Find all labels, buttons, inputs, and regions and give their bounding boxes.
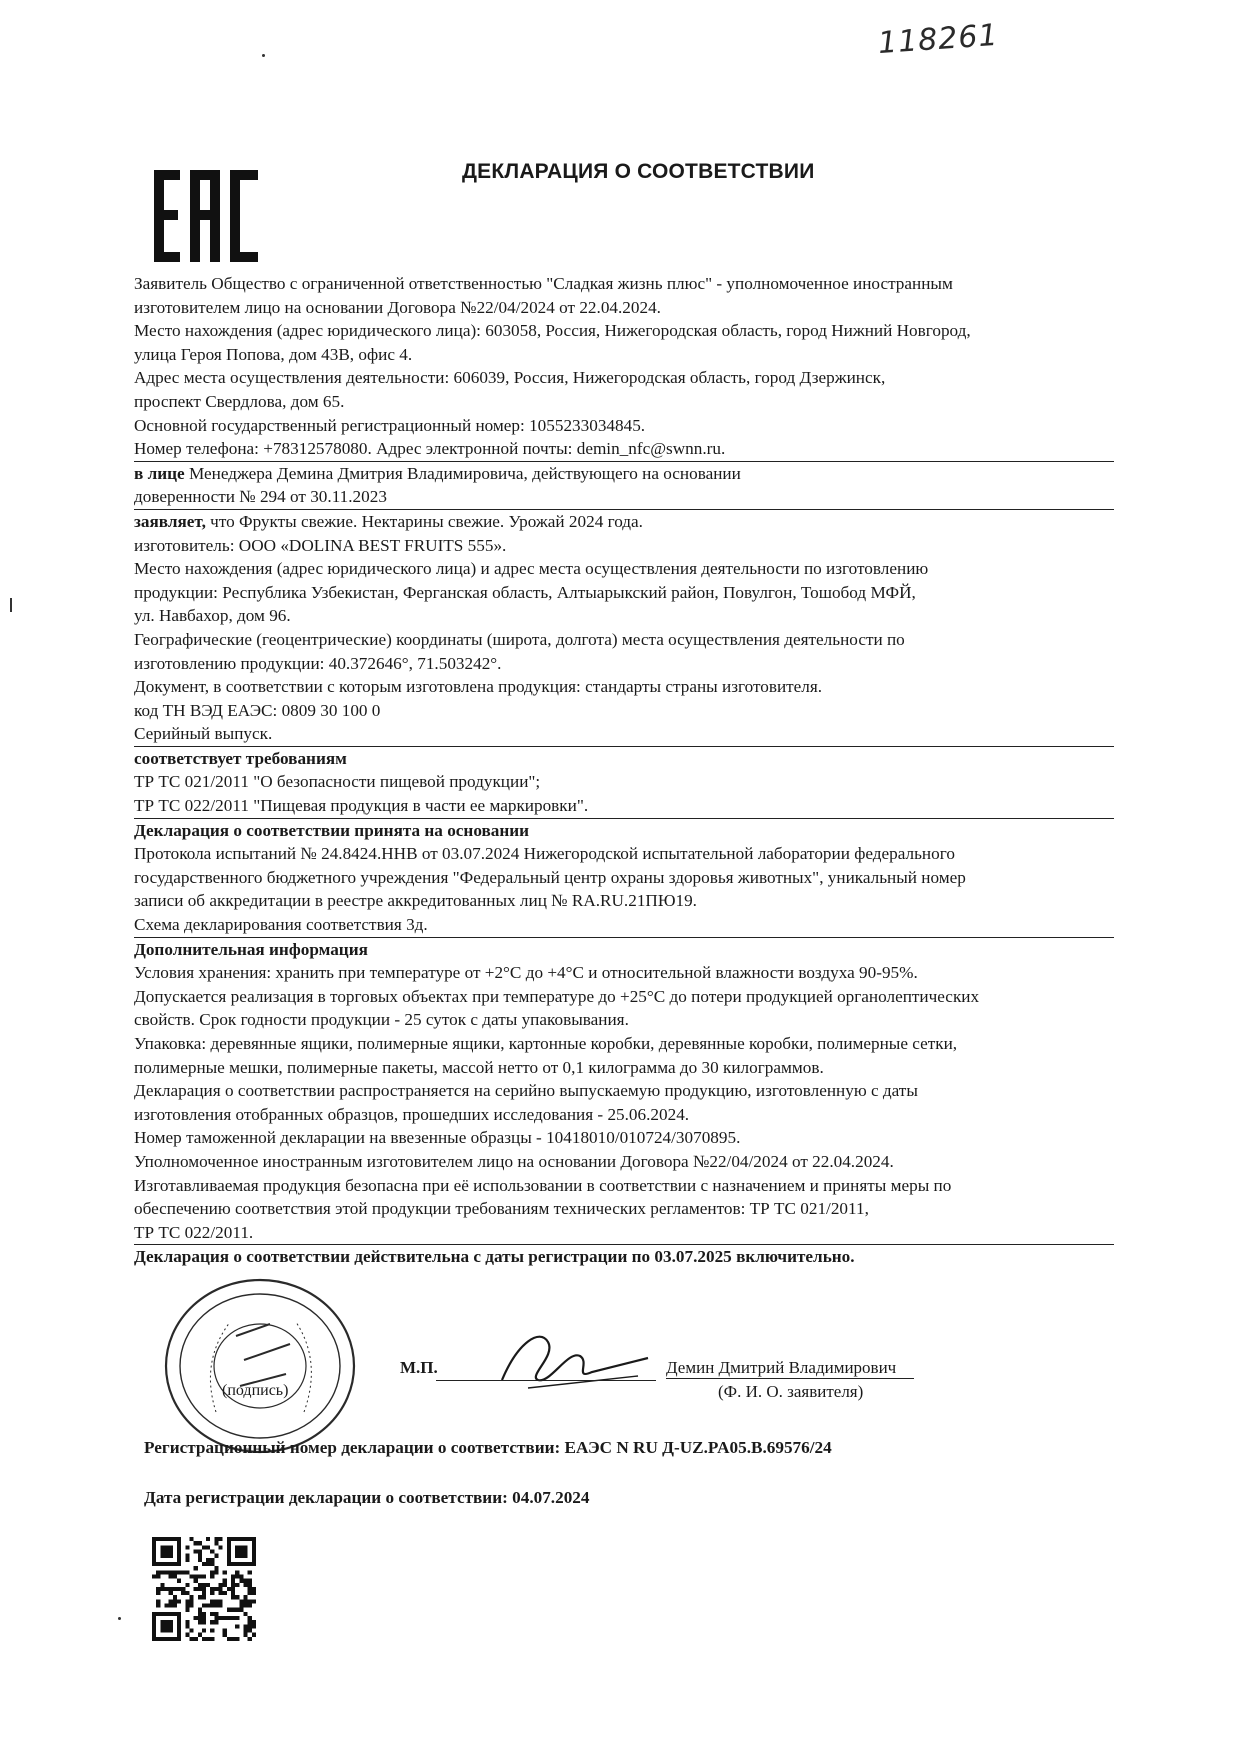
declaration-line: ул. Навбахор, дом 96. [134,606,291,626]
declaration-line: ТР ТС 021/2011 "О безопасности пищевой продукции"; [134,772,541,792]
scan-speck [262,54,265,57]
declaration-line: обеспечению соответствия этой продукции требованиям технических регламентов: ТР ТС 021/2011, [134,1199,869,1219]
declaration-line: изготовлению продукции: 40.372646°, 71.503242°. [134,653,502,673]
declaration-line: Адрес места осуществления деятельности: 606039, Россия, Нижегородская область, город Дзержинск, [134,368,886,388]
declaration-line: ТР ТС 022/2011. [134,1221,1114,1246]
declaration-line: полимерные мешки, полимерные пакеты, массой нетто от 0,1 килограмма до 30 килограммов. [134,1057,824,1077]
declaration-line: Номер таможенной декларации на ввезенные образцы - 10418010/010724/3070895. [134,1128,741,1148]
declaration-line: Схема декларирования соответствия 3д. [134,913,1114,938]
declaration-line: продукции: Республика Узбекистан, Ферганская область, Алтыарыкский район, Повулгон, Тошобод МФЙ, [134,582,916,602]
declaration-line: Упаковка: деревянные ящики, полимерные ящики, картонные коробки, деревянные коробки, полимерные сетки, [134,1034,958,1053]
declaration-line: улица Героя Попова, дом 43В, офис 4. [134,344,413,364]
signature-block [400,1358,960,1401]
declaration-line: Допускается реализация в торговых объектах при температуре до +25°С до потери продукцией органолептических [134,986,980,1006]
declaration-line: Документ, в соответствии с которым изготовлена продукция: стандарты страны изготовителя. [134,677,823,697]
declaration-line: изготовления отобранных образцов, прошедших исследования - 25.06.2024. [134,1104,690,1124]
declaration-line: соответствует требованиям [134,748,347,768]
declaration-line: Место нахождения (адрес юридического лица): 603058, Россия, Нижегородская область, город Нижний Новгород, [134,321,971,341]
registration-number: Регистрационный номер декларации о соответствии: ЕАЭС N RU Д-UZ.PA05.B.69576/24 [144,1438,832,1457]
declaration-line: Серийный выпуск. [134,722,1114,747]
declaration-line: Уполномоченное иностранным изготовителем лицо на основании Договора №22/04/2024 от 22.04.2024. [134,1151,894,1171]
declaration-line: свойств. Срок годности продукции - 25 суток с даты упаковывания. [134,1010,629,1030]
declaration-line: доверенности № 294 от 30.11.2023 [134,485,1114,510]
qr-code [152,1536,256,1642]
registration-date: Дата регистрации декларации о соответствии: 04.07.2024 [144,1488,590,1507]
declaration-line: изготовитель: ООО «DOLINA BEST FRUITS 555». [134,535,507,555]
declaration-line: изготовителем лицо на основании Договора №22/04/2024 от 22.04.2024. [134,297,661,317]
declaration-line: государственного бюджетного учреждения "Федеральный центр охраны здоровья животных", уникальный номер [134,867,966,887]
declaration-line: Условия хранения: хранить при температуре от +2°С до +4°С и относительной влажности воздуха 90-95%. [134,963,918,983]
declaration-line: Декларация о соответствии принята на основании [134,820,530,840]
declaration-line: код ТН ВЭД ЕАЭС: 0809 30 100 0 [134,700,381,720]
declaration-line: Декларация о соответствии действительна с даты регистрации по 03.07.2025 включительно. [134,1247,855,1267]
signature-line [436,1380,656,1381]
handwritten-document-number: 118261 [876,17,1000,62]
declaration-line: Изготавливаемая продукция безопасна при её использовании в соответствии с назначением и приняты меры по [134,1175,952,1195]
declaration-line: заявляет, что Фрукты свежие. Нектарины свежие. Урожай 2024 года. [134,511,643,531]
declaration-line: Номер телефона: +78312578080. Адрес электронной почты: demin_nfc@swnn.ru. [134,437,1114,462]
document-title: ДЕКЛАРАЦИЯ О СООТВЕТСТВИИ [462,160,815,183]
declaration-line: Протокола испытаний № 24.8424.ННВ от 03.07.2024 Нижегородской испытательной лаборатории федерального [134,844,955,864]
mp-label: М.П. [400,1358,438,1377]
eac-logo [152,168,260,264]
declaration-line: записи об аккредитации в реестре аккредитованных лиц № RA.RU.21ПЮ19. [134,891,697,911]
declaration-line: в лице Менеджера Демина Дмитрия Владимировича, действующего на основании [134,463,741,483]
declaration-line: Декларация о соответствии распространяется на серийно выпускаемую продукцию, изготовленную с даты [134,1081,918,1101]
declaration-line: Заявитель Общество с ограниченной ответственностью "Сладкая жизнь плюс" - уполномоченное иностранным [134,274,953,293]
declaration-line: Дополнительная информация [134,939,368,959]
declaration-line: ТР ТС 022/2011 "Пищевая продукция в части ее маркировки". [134,794,1114,819]
fio-caption: (Ф. И. О. заявителя) [718,1382,864,1401]
declaration-body [134,272,1114,1269]
scan-mark [10,598,12,612]
signature-caption: (подпись) [222,1382,289,1399]
declaration-line: Географические (геоцентрические) координаты (широта, долгота) места осуществления деятельности по [134,629,905,649]
applicant-name: Демин Дмитрий Владимирович [666,1358,914,1379]
declaration-line: Основной государственный регистрационный номер: 1055233034845. [134,415,646,435]
declaration-line: Место нахождения (адрес юридического лица) и адрес места осуществления деятельности по изготовлению [134,559,929,579]
scan-speck [118,1617,121,1620]
company-seal [140,1262,384,1460]
declaration-line: проспект Свердлова, дом 65. [134,391,345,411]
